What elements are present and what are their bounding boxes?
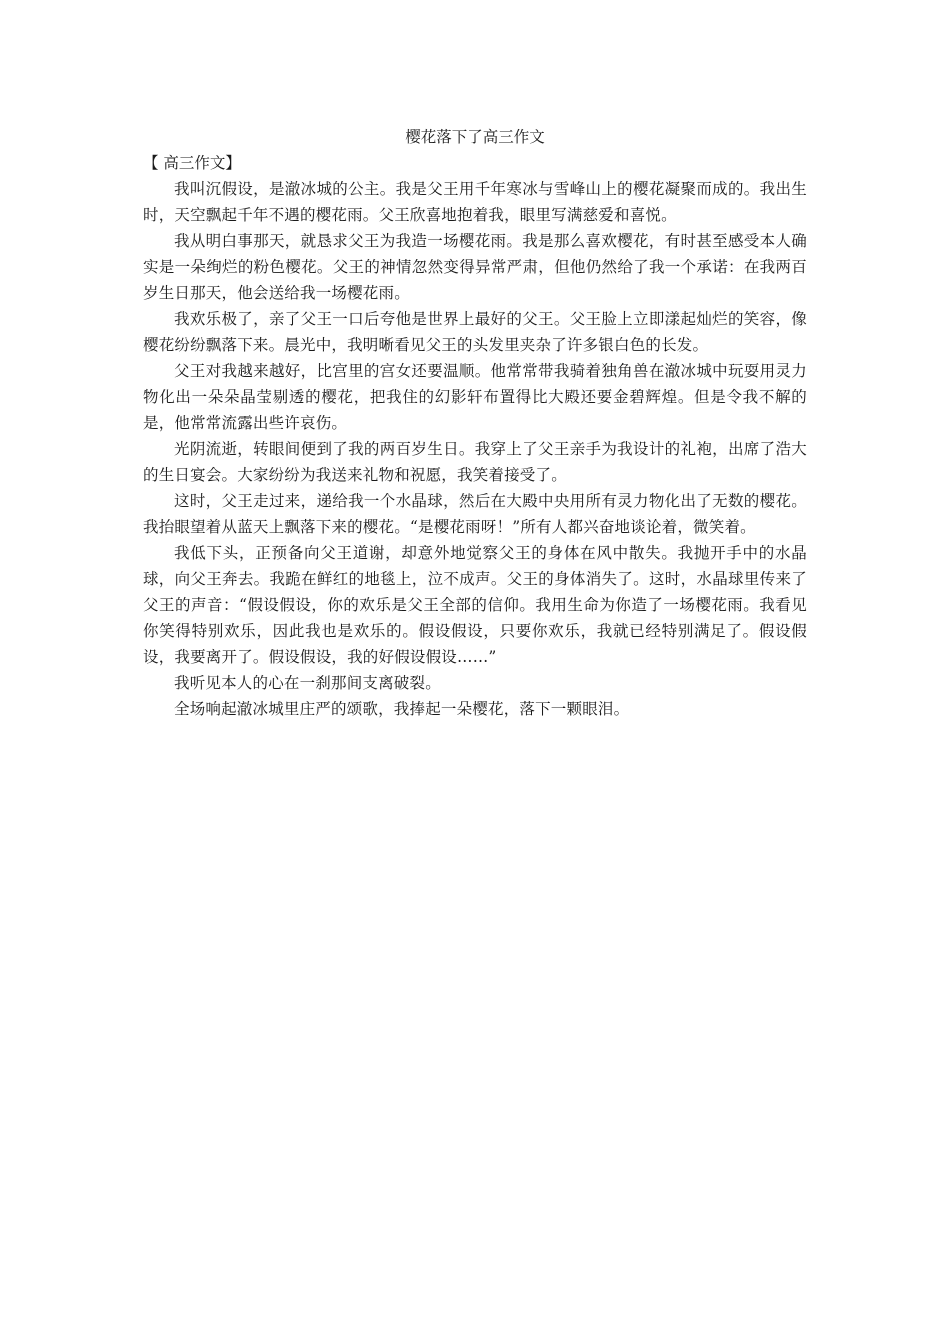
- paragraph: 我叫沉假设，是澈冰城的公主。我是父王用千年寒冰与雪峰山上的樱花凝聚而成的。我出生时，天空飘起千年不遇的樱花雨。父王欣喜地抱着我，眼里写满慈爱和喜悦。: [143, 180, 807, 224]
- paragraph: 我欢乐极了，亲了父王一口后夸他是世界上最好的父王。父王脸上立即漾起灿烂的笑容，像樱花纷纷飘落下来。晨光中，我明晰看见父王的头发里夹杂了许多银白色的长发。: [143, 310, 807, 354]
- category-tag: 【 高三作文】: [143, 154, 241, 172]
- paragraph: 父王对我越来越好，比宫里的宫女还要温顺。他常常带我骑着独角兽在澈冰城中玩耍用灵力物化出一朵朵晶莹剔透的樱花，把我住的幻影轩布置得比大殿还要金碧辉煌。但是令我不解的是，他常常流露出些许哀伤。: [143, 362, 807, 432]
- paragraph: 我听见本人的心在一刹那间支离破裂。: [174, 674, 441, 692]
- paragraph: 这时，父王走过来，递给我一个水晶球，然后在大殿中央用所有灵力物化出了无数的樱花。我抬眼望着从蓝天上飘落下来的樱花。“是樱花雨呀！”所有人都兴奋地谈论着，微笑着。: [143, 492, 807, 536]
- document-title: 樱花落下了高三作文: [405, 128, 545, 146]
- paragraph: 全场响起澈冰城里庄严的颂歌，我捧起一朵樱花，落下一颗眼泪。: [174, 700, 630, 718]
- paragraph: 我从明白事那天，就恳求父王为我造一场樱花雨。我是那么喜欢樱花，有时甚至感受本人确实是一朵绚烂的粉色樱花。父王的神情忽然变得异常严肃，但他仍然给了我一个承诺：在我两百岁生日那天，他会送给我一场樱花雨。: [143, 232, 807, 302]
- paragraph: 我低下头，正预备向父王道谢，却意外地觉察父王的身体在风中散失。我抛开手中的水晶球，向父王奔去。我跪在鲜红的地毯上，泣不成声。父王的身体消失了。这时，水晶球里传来了父王的声音：“假设假设，你的欢乐是父王全部的信仰。我用生命为你造了一场樱花雨。我看见你笑得特别欢乐，因此我也是欢乐的。假设假设，只要你欢乐，我就已经特别满足了。假设假设，我要离开了。假设假设，我的好假设假设……”: [143, 544, 807, 666]
- document-body: [143, 124, 807, 722]
- paragraph: 光阴流逝，转眼间便到了我的两百岁生日。我穿上了父王亲手为我设计的礼袍，出席了浩大的生日宴会。大家纷纷为我送来礼物和祝愿，我笑着接受了。: [143, 440, 807, 484]
